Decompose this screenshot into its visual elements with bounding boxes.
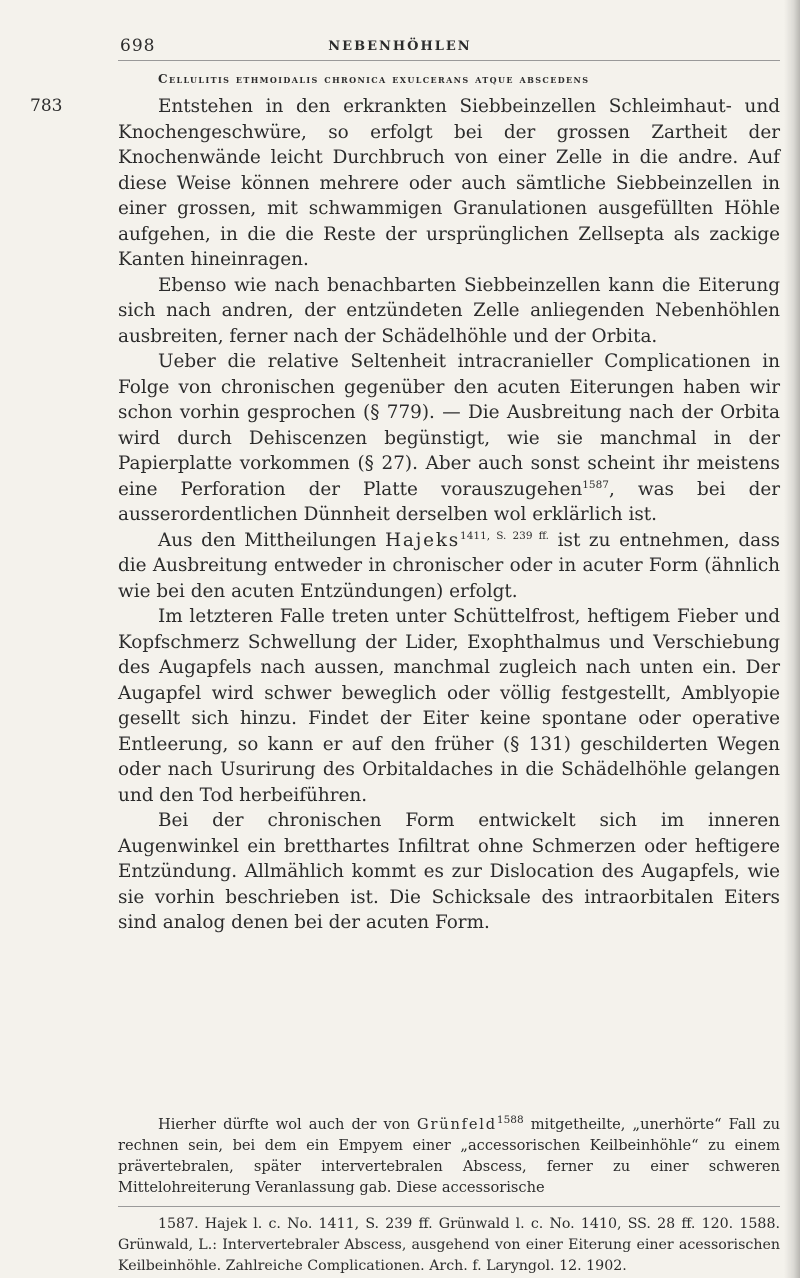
paragraph-4-text-post: ist zu entnehmen, dass die Ausbreitung entweder in chronischer oder in acuter Form (ähnlich wie bei den acuten Entzündungen) erfolgt. — [118, 529, 780, 602]
paragraph-3-text-a: Ueber die relative Seltenheit intracranieller Complicationen in Folge von chronischen gegenüber den acuten Eiterungen haben wir schon vorhin gesprochen (§ 779). — Die Ausbreitung nach der Orbita wird durch Dehiscenzen begünstigt, wie sie manchmal in der Papierplatte vorkommen (§ 27). Aber auch sonst scheint ihr meistens eine Perforation der Platte vorauszugehen — [118, 351, 780, 500]
footnote-rule — [118, 1206, 780, 1207]
footnote-ref-1411: 1411, S. 239 ff. — [460, 529, 550, 542]
section-heading: Cellulitis ethmoidalis chronica exulcerans atque abscedens — [158, 72, 590, 86]
paragraph-3-text-b: , was bei der ausserordentlichen Dünnheit derselben wol erklärlich ist. — [118, 478, 781, 525]
running-head — [0, 36, 800, 60]
header-rule — [118, 60, 780, 61]
footnote-ref-1587: 1587 — [582, 478, 609, 491]
paragraph-5: Im letzteren Falle treten unter Schüttelfrost, heftigem Fieber und Kopfschmerz Schwellung der Lider, Exophthalmus und Verschiebung des Augapfels nach aussen, manchmal zugleich nach unten ein. Der Augapfel wird schwer beweglich oder völlig festgestellt, Amblyopie gesellt sich hinzu. Findet der Eiter keine spontane oder operative Entleerung, so kann er auf den früher (§ 131) geschilderten Wegen oder nach Usurirung des Orbitaldaches in die Schädelhöhle gelangen und den Tod herbeiführen. — [118, 606, 780, 806]
small-print-note — [118, 1114, 780, 1198]
footnote-1587-1588: 1587. Hajek l. c. No. 1411, S. 239 ff. Grünwald l. c. No. 1410, SS. 28 ff. 120. 1588. Grünwald, L.: Intervertebraler Abscess, ausgehend von einer Eiterung einer acessorischen Keilbeinhöhle. Zahlreiche Complicationen. Arch. f. Laryngol. 12. 1902. — [118, 1216, 780, 1274]
small-paragraph-text-pre: Hierher dürfte wol auch der von — [158, 1116, 418, 1133]
small-paragraph — [118, 1114, 780, 1198]
page-number: 698 — [120, 36, 156, 56]
author-name-gruenfeld: Grünfeld — [417, 1116, 497, 1133]
page-edge-shadow — [784, 0, 800, 1278]
paragraph-3 — [118, 349, 780, 528]
paragraph-4-text-pre: Aus den Mittheilungen — [158, 529, 386, 551]
author-name-hajek: Hajeks — [385, 529, 461, 551]
paragraph-1: Entstehen in den erkrankten Siebbeinzellen Schleimhaut- und Knochengeschwüre, so erfolgt bei der grossen Zartheit der Knochenwände leicht Durchbruch von einer Zelle in die andre. Auf diese Weise können mehrere oder auch sämtliche Siebbeinzellen in einer grossen, mit schwammigen Granulationen ausgefüllten Höhle aufgehen, in die die Reste der ursprünglichen Zellsepta als zackige Kanten hineinragen. — [118, 96, 780, 270]
paragraph-4 — [118, 528, 780, 605]
running-title: NEBENHÖHLEN — [328, 39, 472, 54]
footnote-ref-1588: 1588 — [496, 1114, 524, 1127]
paragraph-2: Ebenso wie nach benachbarten Siebbeinzellen kann die Eiterung sich nach andren, der entzündeten Zelle anliegenden Nebenhöhlen ausbreiten, ferner nach der Schädelhöhle und der Orbita. — [118, 274, 780, 347]
small-paragraph-text-post: mitgetheilte, „unerhörte“ Fall zu rechnen sein, bei dem ein Empyem einer „accessorischen Keilbeinhöhle“ zu einem prävertebralen, später intervertebralen Abscess, ferner zu einer schweren Mittelohreiterung Veranlassung gab. Diese accessorische — [118, 1116, 780, 1196]
margin-section-number: 783 — [30, 96, 63, 116]
paragraph-6: Bei der chronischen Form entwickelt sich im inneren Augenwinkel ein bretthartes Infiltrat ohne Schmerzen oder heftigere Entzündung. Allmählich kommt es zur Dislocation des Augapfels, wie sie vorhin beschrieben ist. Die Schicksale des intraorbitalen Eiters sind analog denen bei der acuten Form. — [118, 810, 780, 933]
footnotes — [118, 1214, 780, 1277]
body-text — [118, 94, 780, 936]
